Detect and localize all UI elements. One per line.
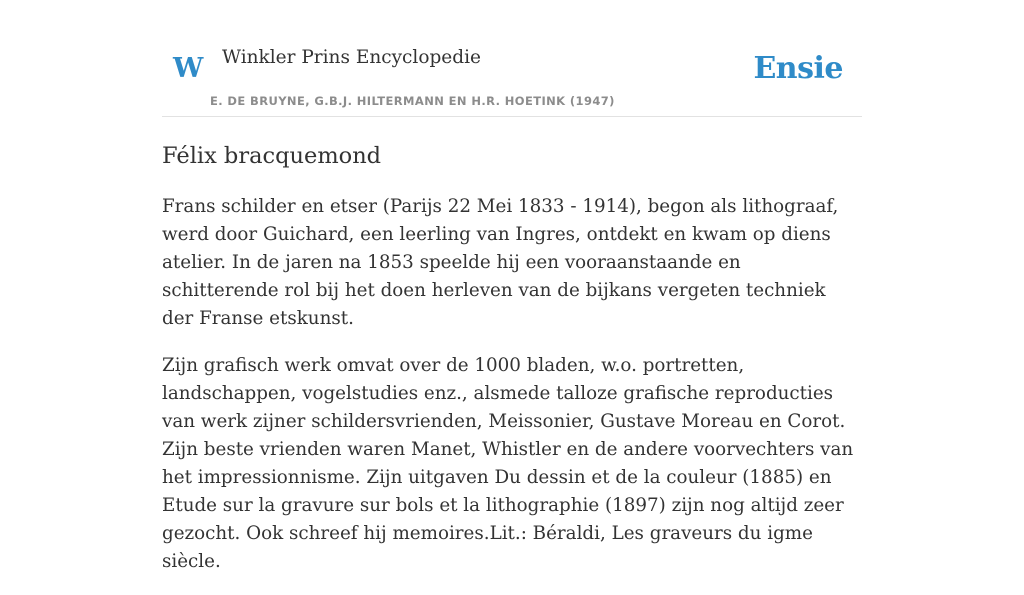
article-title: Félix bracquemond [162,143,382,169]
site-title[interactable]: Winkler Prins Encyclopedie [222,47,481,68]
article-body [162,193,862,576]
content-container [162,0,862,595]
site-authors: E. DE BRUYNE, G.B.J. HILTERMANN EN H.R. HOETINK (1947) [210,94,615,108]
article-paragraph: Zijn grafisch werk omvat over de 1000 bladen, w.o. portretten, landschappen, vogelstudies enz., alsmede talloze grafische reproducties van werk zijner schildersvrienden, Meissonier, Gustave Moreau en Corot. Zijn beste vrienden waren Manet, Whistler en de andere voorvechters van het impressionnisme. Zijn uitgaven Du dessin et de la couleur (1885) en Etude sur la gravure sur bols et la lithographie (1897) zijn nog altijd zeer gezocht. Ook schreef hij memoires.Lit.: Béraldi, Les graveurs du igme siècle. [162,355,854,572]
winkler-prins-logo[interactable]: W [173,53,203,84]
article-paragraph: Frans schilder en etser (Parijs 22 Mei 1833 - 1914), begon als lithograaf, werd door Guichard, een leerling van Ingres, ontdekt en kwam op diens atelier. In de jaren na 1853 speelde hij een vooraanstaande en schitterende rol bij het doen herleven van de bijkans vergeten techniek der Franse etskunst. [162,196,839,329]
ensie-logo[interactable]: Ensie [753,51,843,86]
site-header [162,0,862,117]
